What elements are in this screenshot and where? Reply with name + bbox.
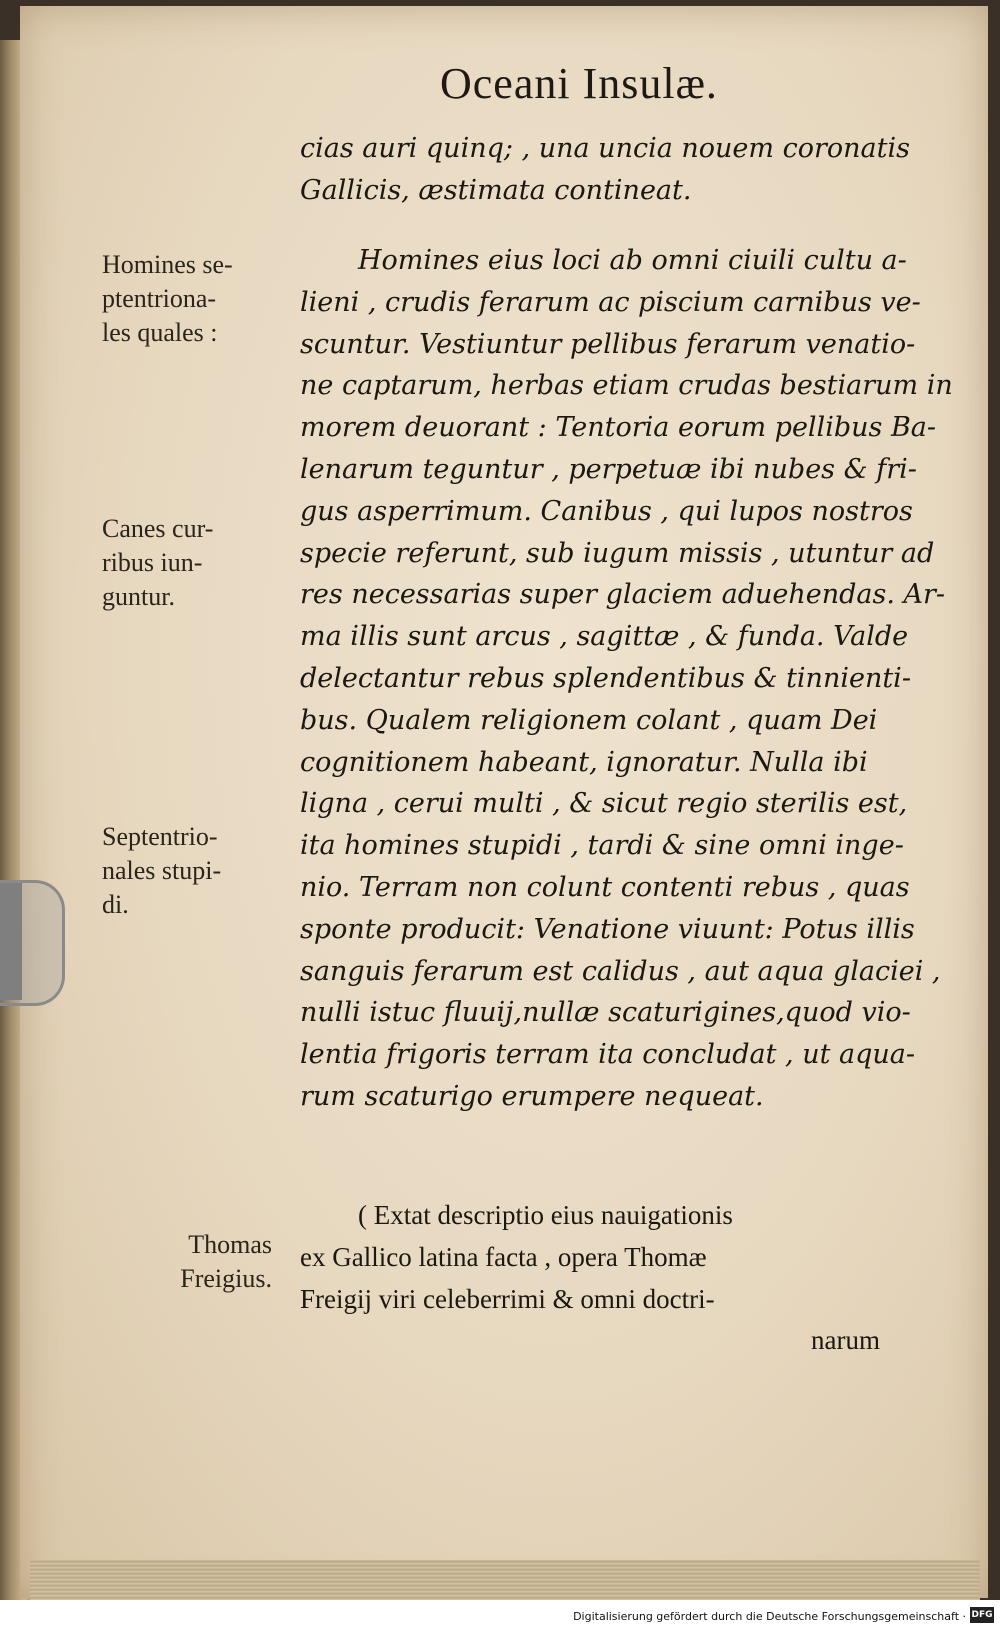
margin-note-thomas bbox=[100, 1228, 272, 1296]
margin-note-line: Canes cur- bbox=[102, 514, 214, 543]
paragraph-1 bbox=[300, 240, 953, 1118]
dfg-logo: DFG bbox=[970, 1607, 994, 1623]
text-line: scuntur. Vestiuntur pellibus ferarum venatio- bbox=[300, 328, 916, 360]
text-line: bus. Qualem religionem colant , quam Dei bbox=[300, 704, 878, 736]
running-title: Oceani Insulæ. bbox=[440, 59, 718, 108]
page-stack-edge bbox=[30, 1560, 980, 1600]
text-line: morem deuorant : Tentoria eorum pellibus Ba- bbox=[300, 412, 937, 444]
margin-note-canes bbox=[102, 512, 287, 614]
margin-note-line: les quales : bbox=[102, 318, 218, 347]
text-line: lieni , crudis ferarum ac piscium carnibus ve- bbox=[300, 286, 921, 318]
text-line: res necessarias super glaciem aduehendas. Ar- bbox=[300, 579, 946, 611]
margin-note-line: nales stupi- bbox=[102, 856, 222, 885]
margin-note-line: di. bbox=[102, 890, 129, 919]
text-line: ligna , cerui multi , & sicut regio sterilis est, bbox=[300, 788, 908, 820]
text-line: ex Gallico latina facta , opera Thomæ bbox=[300, 1241, 707, 1272]
text-line: cias auri quinq; , una uncia nouem coronatis bbox=[300, 133, 910, 164]
catchword: narum bbox=[811, 1325, 880, 1356]
book-clasp bbox=[0, 880, 65, 1006]
text-line: lentia frigoris terram ita concludat , ut aqua- bbox=[300, 1039, 916, 1071]
text-line: ita homines stupidi , tardi & sine omni inge- bbox=[300, 830, 904, 862]
continuation-text bbox=[300, 128, 920, 212]
text-line: ne captarum, herbas etiam crudas bestiarum in bbox=[300, 370, 953, 402]
margin-note-line: Freigius. bbox=[180, 1264, 272, 1293]
text-line: Gallicis, æstimata contineat. bbox=[300, 174, 692, 206]
margin-note-line: ribus iun- bbox=[102, 548, 203, 577]
margin-note-line: Homines se- bbox=[102, 250, 233, 279]
text-line: nulli istuc fluuij,nullæ scaturigines,quod vio- bbox=[300, 997, 911, 1029]
funding-credit: Digitalisierung gefördert durch die Deutsche Forschungsgemeinschaft · bbox=[573, 1610, 966, 1623]
paragraph-2 bbox=[300, 1195, 920, 1362]
text-line: specie referunt, sub iugum missis , utuntur ad bbox=[300, 537, 935, 569]
text-line: sponte producit: Venatione viuunt: Potus illis bbox=[300, 913, 915, 945]
margin-note-homines bbox=[102, 248, 287, 350]
margin-note-line: ptentriona- bbox=[102, 284, 217, 313]
text-line: ( Extat descriptio eius nauigationis bbox=[358, 1200, 733, 1230]
text-line: nio. Terram non colunt contenti rebus , quas bbox=[300, 871, 910, 903]
text-line: gus asperrimum. Canibus , qui lupos nostros bbox=[300, 495, 913, 527]
text-line: Homines eius loci ab omni ciuili cultu a- bbox=[358, 245, 907, 276]
text-line: ma illis sunt arcus , sagittæ , & funda. Valde bbox=[300, 621, 909, 653]
margin-note-line: guntur. bbox=[102, 582, 175, 611]
text-line: lenarum teguntur , perpetuæ ibi nubes & fri- bbox=[300, 453, 917, 485]
text-line: delectantur rebus splendentibus & tinnienti- bbox=[300, 662, 911, 694]
text-line: rum scaturigo erumpere nequeat. bbox=[300, 1080, 764, 1112]
text-line: cognitionem habeant, ignoratur. Nulla ibi bbox=[300, 746, 868, 778]
text-line: sanguis ferarum est calidus , aut aqua glaciei , bbox=[300, 955, 941, 987]
text-line: Freigij viri celeberrimi & omni doctri- bbox=[300, 1283, 715, 1314]
margin-note-septentrionales bbox=[102, 820, 287, 922]
margin-note-line: Septentrio- bbox=[102, 822, 218, 851]
margin-note-line: Thomas bbox=[188, 1230, 272, 1259]
